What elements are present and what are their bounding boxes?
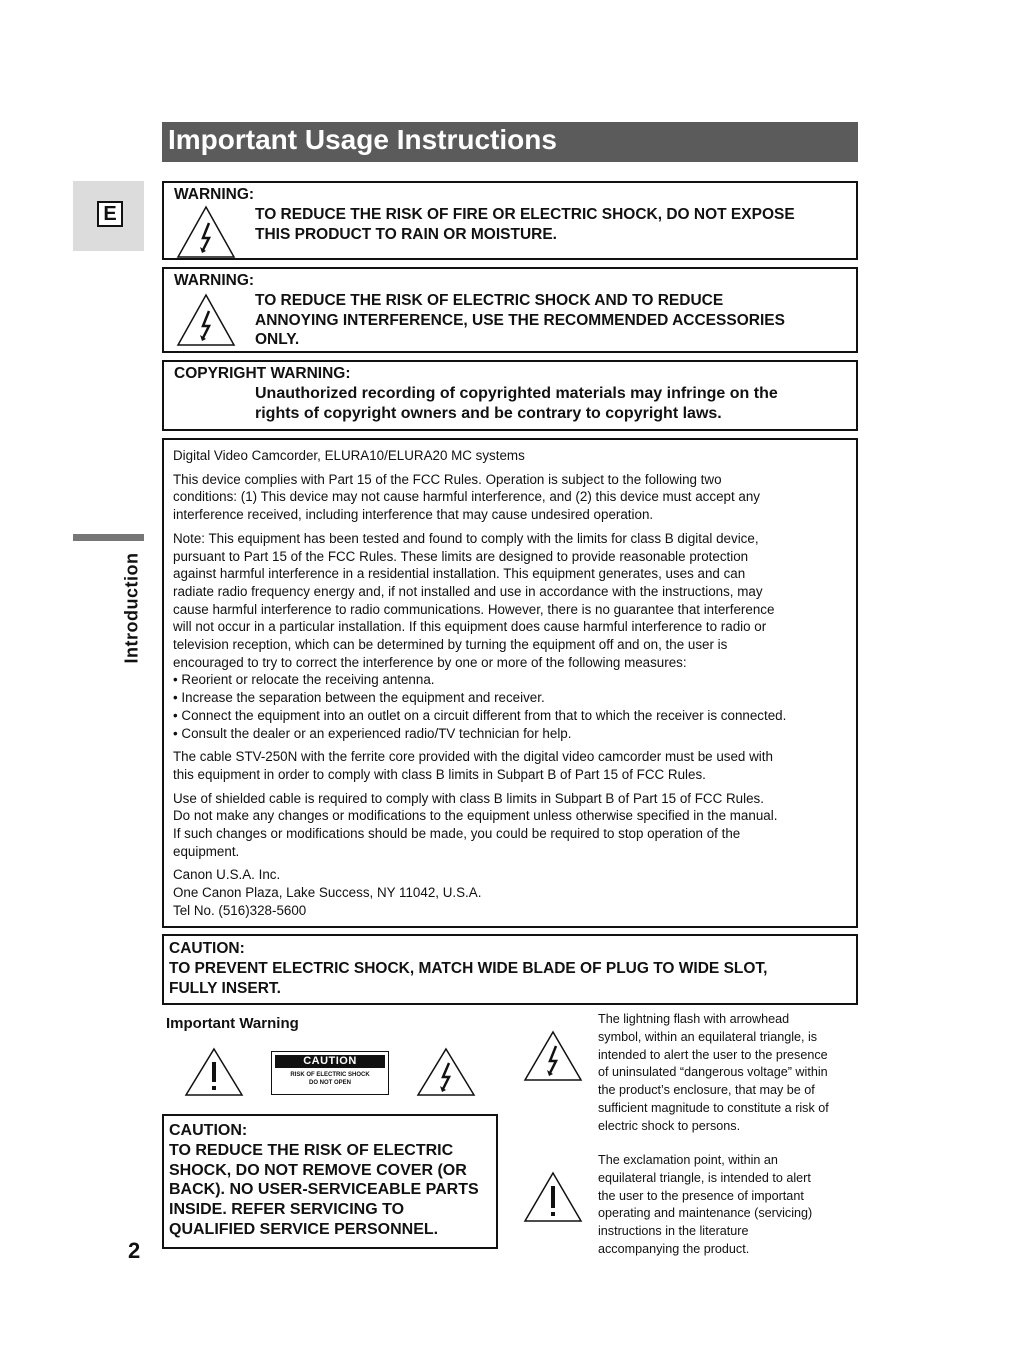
- exclamation-triangle-icon: [184, 1047, 244, 1097]
- explanation-line: sufficient magnitude to constitute a risk of: [598, 1100, 829, 1115]
- copyright-line: Unauthorized recording of copyrighted materials may infringe on the: [255, 385, 778, 402]
- language-tab-letter: E: [97, 201, 123, 227]
- lightning-triangle-icon: [176, 205, 236, 259]
- fcc-address-line: Canon U.S.A. Inc.: [173, 867, 281, 883]
- fcc-line: encouraged to try to correct the interference by one or more of the following measures:: [173, 654, 687, 670]
- fcc-line: This device complies with Part 15 of the FCC Rules. Operation is subject to the following two: [173, 471, 722, 487]
- explanation-line: accompanying the product.: [598, 1241, 750, 1256]
- caution-line: FULLY INSERT.: [169, 980, 281, 997]
- explanation-line: instructions in the literature: [598, 1224, 749, 1239]
- copyright-text: [255, 384, 778, 424]
- caution-line: QUALIFIED SERVICE PERSONNEL.: [169, 1220, 439, 1238]
- fcc-line: equipment.: [173, 843, 240, 859]
- fcc-measure-item: • Consult the dealer or an experienced radio/TV technician for help.: [173, 725, 572, 741]
- warning-text: [255, 291, 785, 350]
- fcc-product: Digital Video Camcorder, ELURA10/ELURA20 MC systems: [173, 448, 525, 463]
- warning-box-interference: [162, 267, 858, 353]
- caution-line: BACK). NO USER-SERVICEABLE PARTS: [169, 1181, 479, 1199]
- copyright-heading: COPYRIGHT WARNING:: [174, 365, 351, 382]
- fcc-line: If such changes or modifications should be made, you could be required to stop operation of the: [173, 826, 741, 842]
- fcc-measure-item: • Increase the separation between the equipment and receiver.: [173, 690, 545, 706]
- important-warning-heading: Important Warning: [166, 1015, 299, 1032]
- warning-heading: WARNING:: [174, 186, 255, 203]
- explanation-line: of uninsulated “dangerous voltage” within: [598, 1065, 828, 1080]
- caution-heading: CAUTION:: [169, 1122, 248, 1139]
- fcc-statement-box: [162, 438, 858, 928]
- explanation-line: the user to the presence of important: [598, 1188, 804, 1203]
- explanation-line: symbol, within an equilateral triangle, is: [598, 1029, 818, 1044]
- fcc-line: conditions: (1) This device may not cause harmful interference, and (2) this device must accept any: [173, 489, 760, 505]
- fcc-cable: [173, 748, 848, 783]
- section-rule: [73, 534, 144, 541]
- copyright-warning-box: [162, 360, 858, 431]
- fcc-line: The cable STV-250N with the ferrite core provided with the digital video camcorder must be used with: [173, 749, 773, 765]
- caution-label-title: CAUTION: [275, 1055, 385, 1068]
- caution-line: INSIDE. REFER SERVICING TO: [169, 1201, 405, 1219]
- fcc-shielded: [173, 790, 848, 861]
- fcc-line: Do not make any changes or modifications to the equipment unless otherwise specified in the manual.: [173, 808, 778, 824]
- fcc-line: this equipment in order to comply with class B limits in Subpart B of Part 15 of FCC Rules.: [173, 766, 706, 782]
- explanation-line: electric shock to persons.: [598, 1118, 741, 1133]
- fcc-address: [173, 866, 848, 919]
- fcc-line: Use of shielded cable is required to comply with class B limits in Subpart B of Part 15 of FCC Rules.: [173, 790, 764, 806]
- caution-line: TO PREVENT ELECTRIC SHOCK, MATCH WIDE BLADE OF PLUG TO WIDE SLOT,: [169, 960, 768, 977]
- fcc-address-line: Tel No. (516)328-5600: [173, 902, 307, 918]
- caution-label-line: DO NOT OPEN: [308, 1080, 351, 1086]
- explanation-line: intended to alert the user to the presence: [598, 1047, 828, 1062]
- warning-line: TO REDUCE THE RISK OF ELECTRIC SHOCK AND TO REDUCE: [255, 292, 724, 309]
- page-title: Important Usage Instructions: [162, 122, 858, 162]
- caution-cover-box: [162, 1114, 498, 1249]
- warning-line: THIS PRODUCT TO RAIN OR MOISTURE.: [255, 225, 557, 243]
- fcc-measure-item: • Connect the equipment into an outlet on a circuit different from that to which the receiver is connected.: [173, 707, 787, 723]
- fcc-line: pursuant to Part 15 of the FCC Rules. These limits are designed to provide reasonable protection: [173, 548, 749, 564]
- fcc-note: [173, 530, 848, 672]
- explanation-line: the product’s enclosure, that may be of: [598, 1083, 815, 1098]
- caution-label-text: [272, 1071, 388, 1087]
- language-tab: [73, 181, 144, 251]
- fcc-measures: [173, 671, 848, 742]
- exclamation-triangle-icon: [523, 1171, 583, 1223]
- fcc-measure-item: • Reorient or relocate the receiving antenna.: [173, 672, 435, 688]
- fcc-compliance: [173, 471, 848, 524]
- fcc-address-line: One Canon Plaza, Lake Success, NY 11042, U.S.A.: [173, 885, 482, 901]
- section-label: Introduction: [121, 552, 142, 664]
- lightning-triangle-icon: [523, 1030, 583, 1082]
- caution-line: TO REDUCE THE RISK OF ELECTRIC: [169, 1141, 454, 1159]
- fcc-line: television reception, which can be determined by turning the equipment off and on, the user is: [173, 637, 728, 653]
- explanation-line: The lightning flash with arrowhead: [598, 1012, 790, 1026]
- caution-label: [271, 1051, 389, 1095]
- warning-line: ONLY.: [255, 331, 300, 348]
- fcc-line: Note: This equipment has been tested and found to comply with the limits for class B digital device,: [173, 530, 759, 546]
- warning-text: [255, 205, 795, 244]
- fcc-line: radiate radio frequency energy and, if not installed and use in accordance with the instructions, may: [173, 583, 763, 599]
- page-number: 2: [128, 1238, 141, 1263]
- warning-heading: WARNING:: [174, 272, 255, 289]
- warning-line: TO REDUCE THE RISK OF FIRE OR ELECTRIC SHOCK, DO NOT EXPOSE: [255, 206, 795, 223]
- fcc-line: will not occur in a particular installation. If this equipment does cause harmful interference to radio or: [173, 619, 767, 635]
- caution-heading: CAUTION:: [169, 940, 245, 957]
- fcc-line: interference received, including interference that may cause undesired operation.: [173, 507, 654, 523]
- warning-box-fire: [162, 181, 858, 260]
- fcc-line: against harmful interference in a residential installation. This equipment generates, uses and can: [173, 566, 746, 582]
- caution-label-line: RISK OF ELECTRIC SHOCK: [290, 1072, 370, 1078]
- copyright-line: rights of copyright owners and be contrary to copyright laws.: [255, 405, 722, 422]
- lightning-symbol-explanation: [598, 1011, 860, 1136]
- explanation-line: The exclamation point, within an: [598, 1153, 778, 1167]
- lightning-triangle-icon: [416, 1047, 476, 1097]
- exclamation-symbol-explanation: [598, 1152, 860, 1259]
- caution-line: SHOCK, DO NOT REMOVE COVER (OR: [169, 1161, 467, 1179]
- lightning-triangle-icon: [176, 293, 236, 347]
- warning-line: ANNOYING INTERFERENCE, USE THE RECOMMENDED ACCESSORIES: [255, 311, 785, 329]
- explanation-line: operating and maintenance (servicing): [598, 1206, 813, 1221]
- caution-plug-box: [162, 934, 858, 1005]
- fcc-line: cause harmful interference to radio communications. However, there is no guarantee that interference: [173, 601, 775, 617]
- explanation-line: equilateral triangle, is intended to alert: [598, 1170, 811, 1185]
